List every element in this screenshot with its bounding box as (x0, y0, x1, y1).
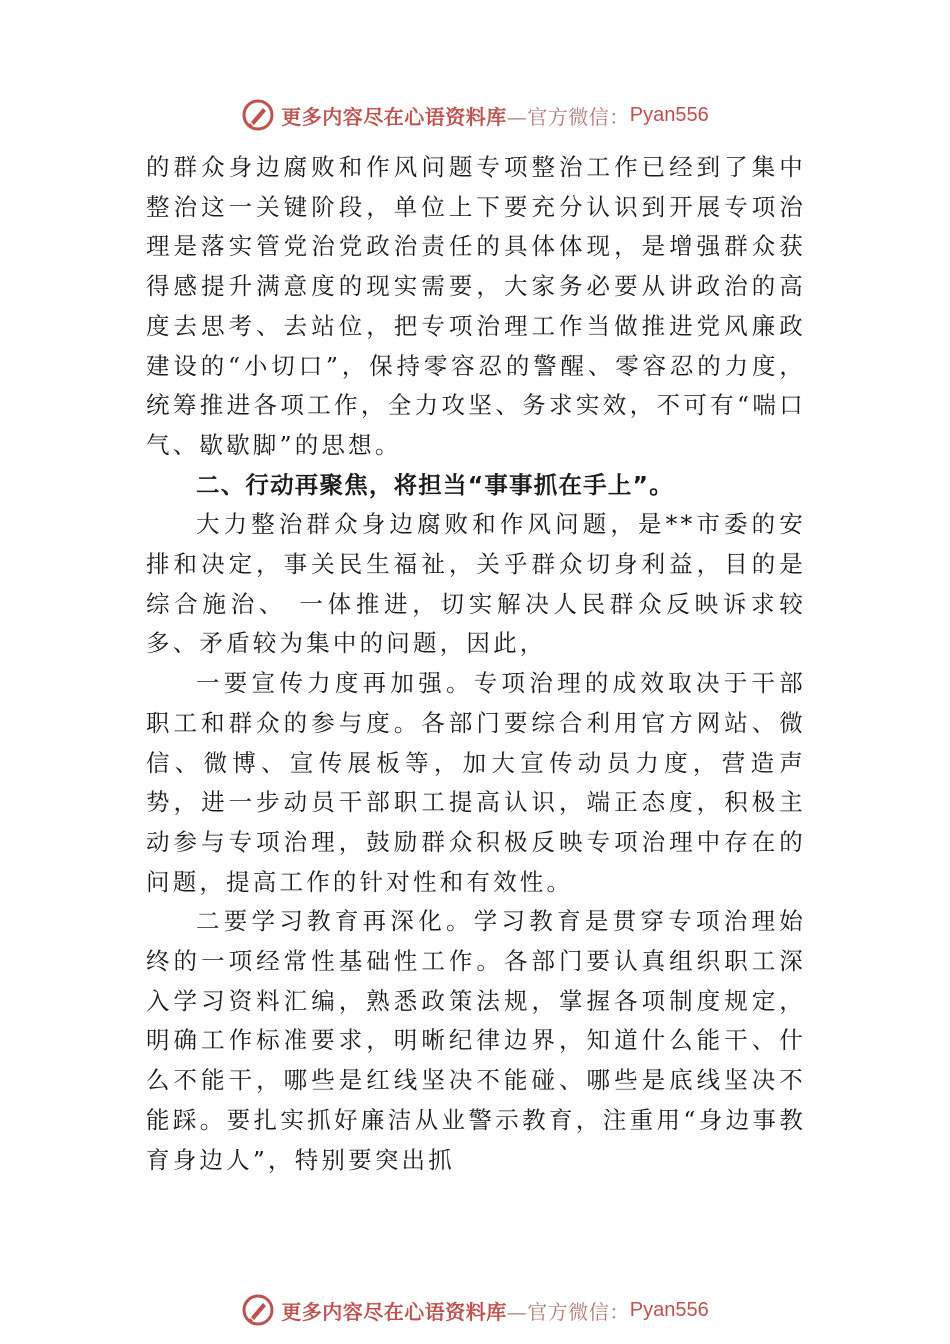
section-heading-2: 二、行动再聚焦，将担当“事事抓在手上”。 (196, 470, 674, 499)
pen-seal-icon (241, 98, 275, 132)
watermark-id-text: Pyan556 (629, 1298, 709, 1321)
document-body (146, 148, 806, 1180)
paragraph-1: 的群众身边腐败和作风问题专项整治工作已经到了集中整治这一关键阶段，单位上下要充分认识到开展专项治理是落实管党治党政治责任的具体体现，是增强群众获得感提升满意度的现实需要，大家务必要从讲政治的高度去思考、去站位，把专项治理工作当做推进党风廉政建设的“小切口”，保持零容忍的警醒、零容忍的力度，统筹推进各项工作，全力攻坚、务求实效，不可有“喘口气、歇歇脚”的思想。 (146, 153, 806, 459)
paragraph-3: 一要宣传力度再加强。专项治理的成效取决于干部职工和群众的参与度。各部门要综合利用官方网站、微信、微博、宣传展板等，加大宣传动员力度，营造声势，进一步动员干部职工提高认识，端正态度，积极主动参与专项治理，鼓励群众积极反映专项治理中存在的问题，提高工作的针对性和有效性。 (146, 669, 806, 896)
paragraph-4: 二要学习教育再深化。学习教育是贯穿专项治理始终的一项经常性基础性工作。各部门要认真组织职工深入学习资料汇编，熟悉政策法规，掌握各项制度规定，明确工作标准要求，明晰纪律边界，知道什么能干、什么不能干，哪些是红线坚决不能碰、哪些是底线坚决不能踩。要扎实抓好廉洁从业警示教育，注重用“身边事教育身边人”，特别要突出抓 (146, 907, 806, 1174)
pen-seal-icon (241, 1293, 275, 1327)
watermark-main-text: 更多内容尽在心语资料库 (281, 1299, 507, 1324)
watermark-header (0, 95, 950, 135)
paragraph-2: 大力整治群众身边腐败和作风问题，是**市委的安排和决定，事关民生福祉，关乎群众切身利益，目的是综合施治、 一体推进，切实解决人民群众反映诉求较多、矛盾较为集中的问题，因此， (146, 510, 806, 658)
watermark-sub-text: —官方微信： (506, 104, 630, 129)
watermark-sub-text: —官方微信： (506, 1299, 630, 1324)
watermark-id-text: Pyan556 (629, 103, 709, 126)
watermark-footer (0, 1290, 950, 1330)
watermark-main-text: 更多内容尽在心语资料库 (281, 104, 507, 129)
